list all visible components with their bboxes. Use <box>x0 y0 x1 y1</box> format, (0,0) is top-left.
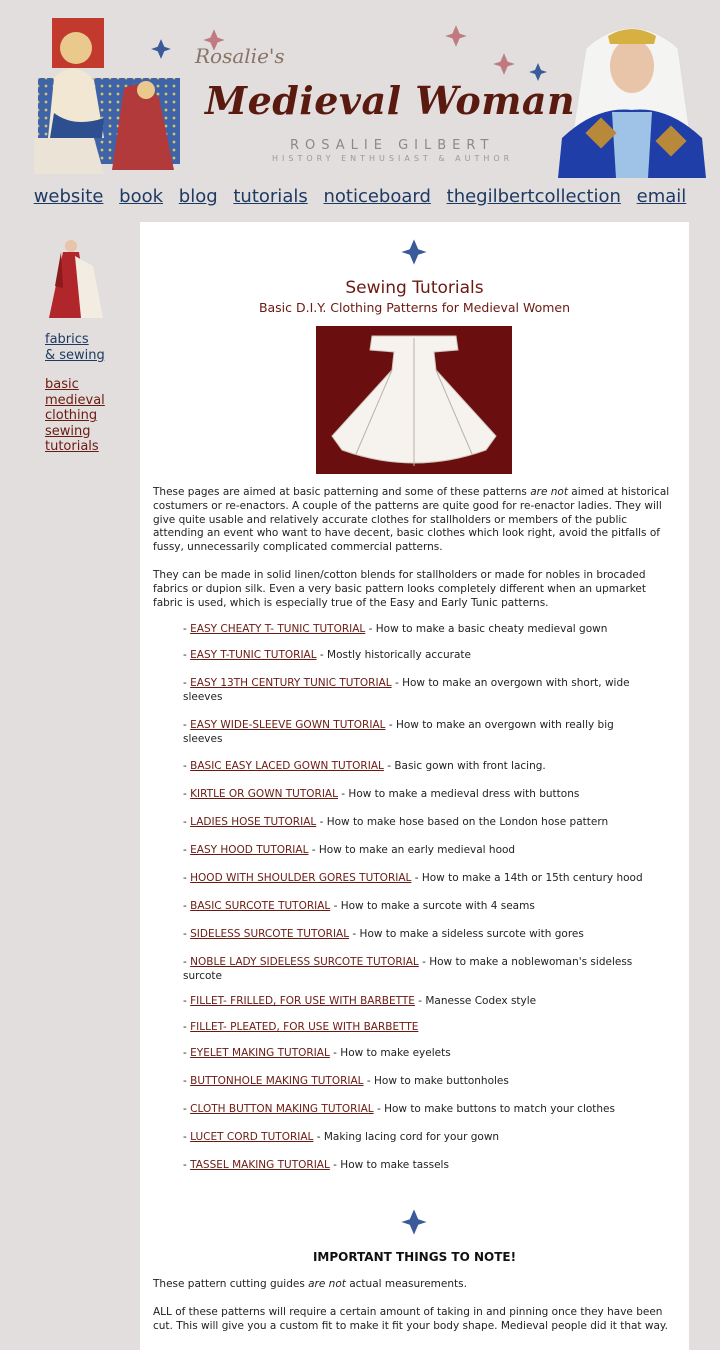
intro-emphasis: are not <box>530 486 568 498</box>
page-title: Sewing Tutorials <box>345 278 484 298</box>
top-navigation <box>0 186 720 207</box>
note-text: actual measurements. <box>345 1278 467 1290</box>
nav-link-website[interactable]: website <box>33 186 104 207</box>
tutorial-desc: - Mostly historically accurate <box>316 649 471 661</box>
author-name: ROSALIE GILBERT <box>290 138 495 153</box>
tutorial-link-fillet-frilled[interactable]: FILLET- FRILLED, FOR USE WITH BARBETTE <box>190 995 415 1007</box>
intro-paragraph <box>153 486 678 555</box>
tutorial-desc: - How to make an overgown with short, wide sleeves <box>183 677 630 703</box>
tutorial-desc: - How to make a 14th or 15th century hood <box>411 872 643 884</box>
list-item: - EYELET MAKING TUTORIAL - How to make eyelets <box>183 1047 451 1059</box>
tutorial-link-kirtle-or-gown[interactable]: KIRTLE OR GOWN TUTORIAL <box>190 788 338 800</box>
tutorial-desc: - How to make an overgown with really big sleeves <box>183 719 614 745</box>
list-item: - BASIC SURCOTE TUTORIAL - How to make a surcote with 4 seams <box>183 900 535 912</box>
author-portrait <box>556 18 708 178</box>
tutorial-link-cloth-button-making[interactable]: CLOTH BUTTON MAKING TUTORIAL <box>190 1103 374 1115</box>
tutorial-link-easy-t-tunic[interactable]: EASY T-TUNIC TUTORIAL <box>190 649 317 661</box>
main-content <box>140 222 689 1350</box>
tutorial-desc: - How to make a surcote with 4 seams <box>330 900 535 912</box>
tutorial-link-ladies-hose[interactable]: LADIES HOSE TUTORIAL <box>190 816 317 828</box>
nav-link-book[interactable]: book <box>119 186 164 207</box>
tutorial-link-fillet-pleated[interactable]: FILLET- PLEATED, FOR USE WITH BARBETTE <box>190 1021 419 1033</box>
intro-text: aimed at historical costumers or re-enactors. A couple of the patterns are quite good for re-enactor ladies. They will give quite usable and relatively accurate clothes for stallholders or members of the public attending an event who want to have decent, basic clothes which look right, avoid the pitfalls of fussy, unnecessarily complicated commercial patterns. <box>153 486 670 554</box>
tutorial-link-hood-with-shoulder-gores[interactable]: HOOD WITH SHOULDER GORES TUTORIAL <box>190 872 412 884</box>
tutorial-link-eyelet-making[interactable]: EYELET MAKING TUTORIAL <box>190 1047 330 1059</box>
fleur-ornament-icon <box>492 52 516 76</box>
fleur-ornament-icon <box>398 1208 430 1236</box>
note-text: These pattern cutting guides <box>153 1278 309 1290</box>
note-paragraph <box>153 1278 678 1292</box>
list-item: - HOOD WITH SHOULDER GORES TUTORIAL - How to make a 14th or 15th century hood <box>183 872 643 884</box>
fabrics-paragraph: They can be made in solid linen/cotton blends for stallholders or made for nobles in brocaded fabrics or dupion silk. Even a very basic pattern looks completely different when an upmarket fabric is used, which is especially true of the Easy and Early Tunic patterns. <box>153 569 647 609</box>
tutorial-link-easy-cheaty-t-tunic[interactable]: EASY CHEATY T- TUNIC TUTORIAL <box>190 623 366 635</box>
list-item: - EASY 13TH CENTURY TUNIC TUTORIAL - How to make an overgown with short, wide sleeves <box>183 677 630 703</box>
page-subtitle: Basic D.I.Y. Clothing Patterns for Medieval Women <box>258 300 571 315</box>
tutorial-desc: - How to make buttonholes <box>363 1075 509 1087</box>
sidebar-link-line: fabrics <box>45 332 89 347</box>
tutorial-desc: - How to make a basic cheaty medieval gown <box>365 623 608 635</box>
list-item: - TASSEL MAKING TUTORIAL - How to make tassels <box>183 1159 449 1171</box>
tutorial-desc: - How to make a noblewoman's sideless surcote <box>183 956 633 982</box>
list-item: - EASY WIDE-SLEEVE GOWN TUTORIAL - How to make an overgown with really big sleeves <box>183 719 614 745</box>
tutorial-link-basic-surcote[interactable]: BASIC SURCOTE TUTORIAL <box>190 900 331 912</box>
fleur-ornament-icon <box>150 38 172 60</box>
list-item: - BASIC EASY LACED GOWN TUTORIAL - Basic gown with front lacing. <box>183 760 546 772</box>
tutorial-link-easy-hood[interactable]: EASY HOOD TUTORIAL <box>190 844 309 856</box>
list-item: - EASY T-TUNIC TUTORIAL - Mostly historically accurate <box>183 649 471 661</box>
list-item: - NOBLE LADY SIDELESS SURCOTE TUTORIAL - How to make a noblewoman's sideless surcote <box>183 956 633 982</box>
list-item: - FILLET- FRILLED, FOR USE WITH BARBETTE - Manesse Codex style <box>183 995 537 1007</box>
sidebar-link-line: medieval <box>45 392 105 408</box>
tutorial-desc: - How to make eyelets <box>329 1047 451 1059</box>
list-item: - CLOTH BUTTON MAKING TUTORIAL - How to make buttons to match your clothes <box>183 1103 615 1115</box>
sidebar-link-basic-tutorials[interactable] <box>45 377 135 455</box>
tutorial-link-tassel-making[interactable]: TASSEL MAKING TUTORIAL <box>190 1159 330 1171</box>
tutorial-desc: - How to make tassels <box>329 1159 449 1171</box>
tutorial-link-buttonhole-making[interactable]: BUTTONHOLE MAKING TUTORIAL <box>190 1075 364 1087</box>
list-item: - EASY HOOD TUTORIAL - How to make an early medieval hood <box>183 844 516 856</box>
nav-link-noticeboard[interactable]: noticeboard <box>323 186 431 207</box>
tutorial-link-lucet-cord[interactable]: LUCET CORD TUTORIAL <box>190 1131 314 1143</box>
list-item: - LADIES HOSE TUTORIAL - How to make hose based on the London hose pattern <box>183 816 609 828</box>
tutorial-desc: - How to make a sideless surcote with gores <box>349 928 584 940</box>
nav-link-email[interactable]: email <box>636 186 687 207</box>
notes-heading: IMPORTANT THINGS TO NOTE! <box>312 1250 517 1264</box>
nav-link-tutorials[interactable]: tutorials <box>233 186 308 207</box>
list-item: - SIDELESS SURCOTE TUTORIAL - How to make a sideless surcote with gores <box>183 928 584 940</box>
list-item: - BUTTONHOLE MAKING TUTORIAL - How to make buttonholes <box>183 1075 509 1087</box>
brand-title: Medieval Woman <box>205 78 576 123</box>
tutorial-desc: - How to make buttons to match your clothes <box>373 1103 615 1115</box>
nav-link-thegilbertcollection[interactable]: thegilbertcollection <box>446 186 621 207</box>
tutorial-link-sideless-surcote[interactable]: SIDELESS SURCOTE TUTORIAL <box>190 928 350 940</box>
nav-link-blog[interactable]: blog <box>178 186 218 207</box>
left-sidebar <box>45 236 135 455</box>
sidebar-link-line: tutorials <box>45 439 99 454</box>
sidebar-link-line: & sewing <box>45 348 105 363</box>
sidebar-link-line: sewing <box>45 423 91 439</box>
author-tagline: HISTORY ENTHUSIAST & AUTHOR <box>272 154 514 163</box>
tutorial-link-noble-lady-sideless-surcote[interactable]: NOBLE LADY SIDELESS SURCOTE TUTORIAL <box>190 956 419 968</box>
fleur-ornament-icon <box>398 238 430 266</box>
sidebar-link-fabrics-sewing[interactable] <box>45 332 135 364</box>
tutorial-link-basic-easy-laced-gown[interactable]: BASIC EASY LACED GOWN TUTORIAL <box>190 760 384 772</box>
list-item: - EASY CHEATY T- TUNIC TUTORIAL - How to make a basic cheaty medieval gown <box>183 623 608 635</box>
tutorial-link-easy-wide-sleeve-gown[interactable]: EASY WIDE-SLEEVE GOWN TUTORIAL <box>190 719 386 731</box>
tutorial-link-easy-13th-century-tunic[interactable]: EASY 13TH CENTURY TUNIC TUTORIAL <box>190 677 392 689</box>
sidebar-link-line: basic <box>45 377 79 392</box>
sidebar-link-line: clothing <box>45 408 98 423</box>
fleur-ornament-icon <box>444 24 468 48</box>
list-item: - LUCET CORD TUTORIAL - Making lacing cord for your gown <box>183 1131 500 1143</box>
tutorial-desc: - How to make an early medieval hood <box>308 844 516 856</box>
list-item: - FILLET- PLEATED, FOR USE WITH BARBETTE <box>183 1021 419 1033</box>
intro-text: These pages are aimed at basic patterning and some of these patterns <box>153 486 531 498</box>
note-paragraph: ALL of these patterns will require a certain amount of taking in and pinning once they have been cut. This will give you a custom fit to make it fit your body shape. Medieval people did it that way. <box>153 1306 668 1332</box>
site-banner <box>0 0 720 182</box>
brand-subtitle: Rosalie's <box>195 44 285 68</box>
list-item: - KIRTLE OR GOWN TUTORIAL - How to make a medieval dress with buttons <box>183 788 580 800</box>
tutorial-desc: - How to make hose based on the London hose pattern <box>316 816 609 828</box>
tutorial-desc: - Making lacing cord for your gown <box>313 1131 500 1143</box>
note-emphasis: are not <box>308 1278 346 1290</box>
pattern-hero-image <box>316 326 512 474</box>
tutorial-desc: - Basic gown with front lacing. <box>383 760 546 772</box>
medieval-lady-figure <box>45 236 109 320</box>
tutorial-desc: - Manesse Codex style <box>414 995 537 1007</box>
tutorial-desc: - How to make a medieval dress with buttons <box>337 788 580 800</box>
